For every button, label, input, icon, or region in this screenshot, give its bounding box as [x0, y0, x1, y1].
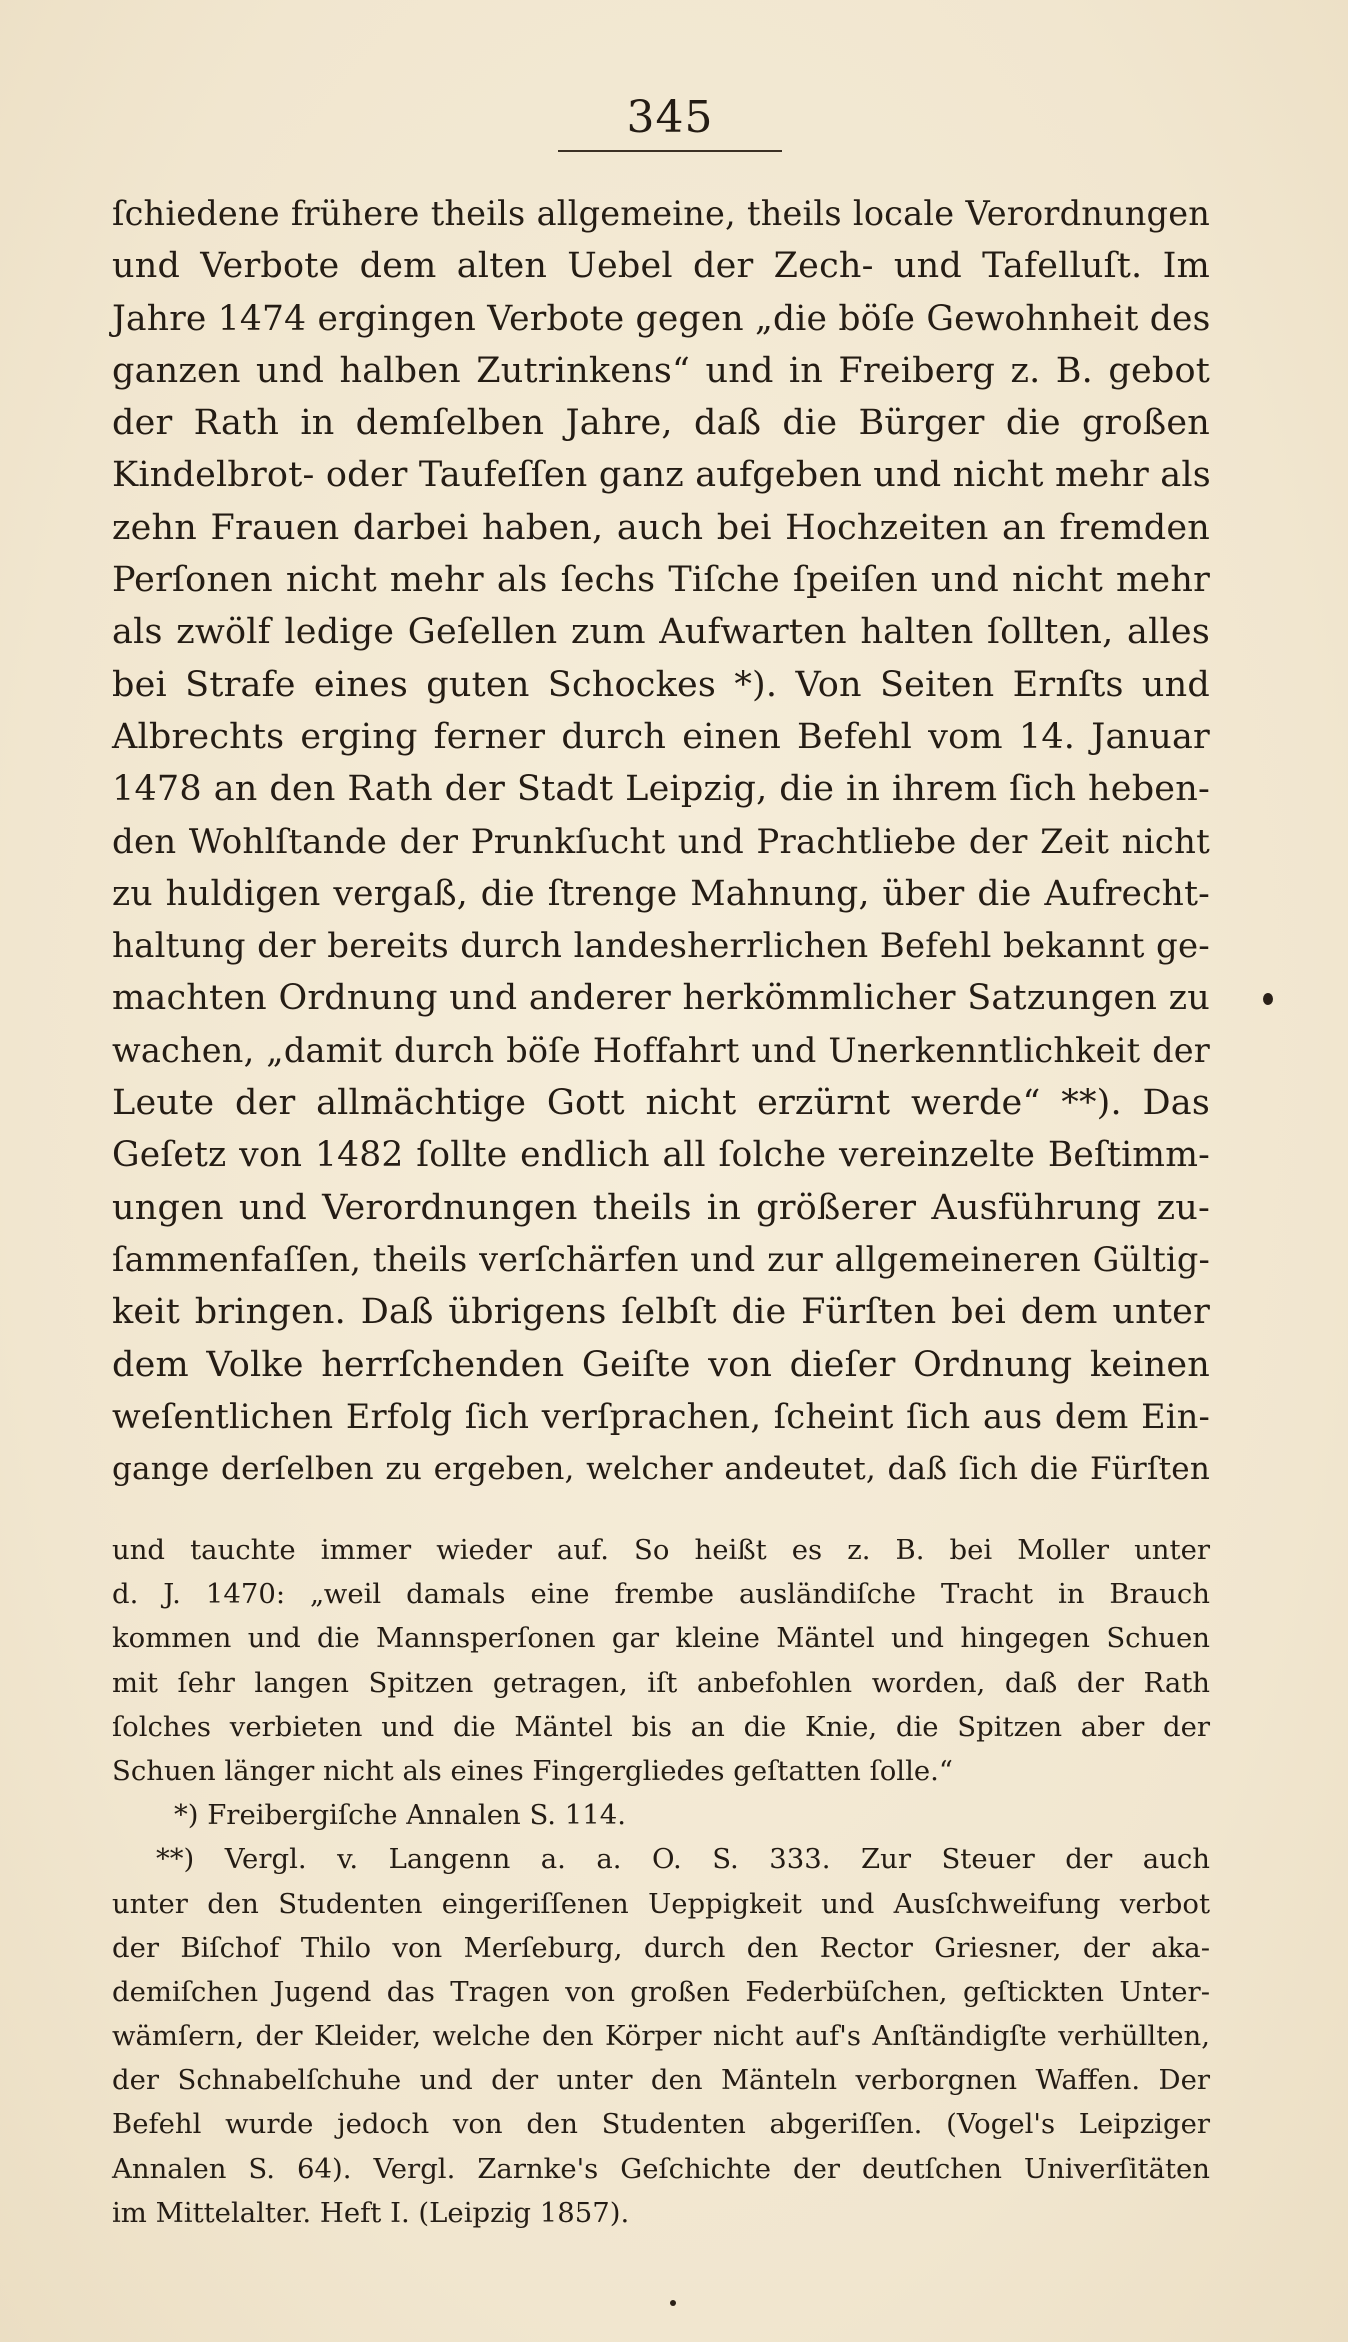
text-line: Leute der allmächtige Gott nicht erzürnt werde“ **). Das: [112, 1083, 1210, 1124]
text-line: machten Ordnung und anderer herkömmlicher Satzungen zu: [112, 978, 1210, 1019]
text-line: und Verbote dem alten Uebel der Zech- und Tafelluſt. Im: [112, 246, 1210, 287]
footnote-star: *) Freibergiſche Annalen S. 114.: [174, 1799, 627, 1832]
text-line: ſammenfaſſen, theils verſchärfen und zur allgemeineren Gültig-: [112, 1239, 1210, 1279]
header-rule: [558, 150, 782, 152]
footnote-line: der Schnabelſchuhe und der unter den Mänteln verborgnen Waffen. Der: [112, 2064, 1210, 2097]
footnote-line: demiſchen Jugend das Tragen von großen Federbüſchen, geſtickten Unter-: [112, 1975, 1210, 2008]
text-line: keit bringen. Daß übrigens ſelbſt die Fürſten bei dem unter: [112, 1292, 1210, 1333]
text-line: als zwölf ledige Geſellen zum Aufwarten halten ſollten, alles: [112, 612, 1210, 653]
text-line: den Wohlſtande der Prunkſucht und Prachtliebe der Zeit nicht: [112, 821, 1210, 862]
text-line: haltung der bereits durch landesherrlichen Befehl bekannt ge-: [112, 926, 1210, 967]
footnotes: [112, 1528, 1210, 2235]
footnote-line: im Mittelalter. Heft I. (Leipzig 1857).: [112, 2196, 630, 2229]
text-line: Albrechts erging ferner durch einen Befehl vom 14. Januar: [112, 716, 1210, 757]
text-line: 1478 an den Rath der Stadt Leipzig, die in ihrem ſich heben-: [112, 769, 1210, 810]
text-line: Geſetz von 1482 ſollte endlich all ſolche vereinzelte Beſtimm-: [112, 1135, 1210, 1176]
footnote-double-star: **) Vergl. v. Langenn a. a. O. S. 333. Zur Steuer der auch: [156, 1843, 1210, 1876]
footnote-line: der Biſchof Thilo von Merſeburg, durch den Rector Griesner, der aka-: [112, 1931, 1210, 1964]
footnote-line: Annalen S. 64). Vergl. Zarnke's Geſchichte der deutſchen Univerſitäten: [112, 2152, 1210, 2185]
text-line: dem Volke herrſchenden Geiſte von dieſer Ordnung keinen: [112, 1344, 1210, 1385]
footnote-line: und tauchte immer wieder auf. So heißt es z. B. bei Moller unter: [112, 1534, 1210, 1566]
text-line: der Rath in demſelben Jahre, daß die Bürger die großen: [112, 403, 1210, 444]
footnote-line: wämſern, der Kleider, welche den Körper nicht auf's Anſtändigſte verhüllten,: [112, 2020, 1210, 2053]
text-line: ſchiedene frühere theils allgemeine, theils locale Verordnungen: [112, 194, 1210, 233]
text-line: ganzen und halben Zutrinkens“ und in Freiberg z. B. gebot: [112, 350, 1210, 391]
text-line: gange derſelben zu ergeben, welcher andeutet, daß ſich die Fürſten: [112, 1451, 1210, 1488]
footnote-line: unter den Studenten eingeriſſenen Ueppigkeit und Ausſchweifung verbot: [112, 1887, 1210, 1920]
footnote-line: d. J. 1470: „weil damals eine frembe ausländiſche Tracht in Brauch: [112, 1578, 1210, 1611]
footnote-line: Schuen länger nicht als eines Fingergliedes geſtatten ſolle.“: [112, 1754, 953, 1787]
text-line: Perſonen nicht mehr als ſechs Tiſche ſpeiſen und nicht mehr: [112, 560, 1210, 601]
text-line: wachen, „damit durch böſe Hoffahrt und Unerkenntlichkeit der: [112, 1030, 1210, 1070]
text-line: weſentlichen Erfolg ſich verſprachen, ſcheint ſich aus dem Ein-: [112, 1396, 1210, 1436]
page-number: 345: [626, 92, 714, 143]
footnote-line: kommen und die Mannsperſonen gar kleine Mäntel und hingegen Schuen: [112, 1622, 1210, 1655]
text-line: bei Strafe eines guten Schockes *). Von Seiten Ernſts und: [112, 664, 1210, 705]
text-line: ungen und Verordnungen theils in größerer Ausführung zu-: [112, 1187, 1210, 1228]
main-text: [112, 188, 1210, 1495]
text-line: Jahre 1474 ergingen Verbote gegen „die böſe Gewohnheit des: [112, 298, 1211, 339]
footnote-line: mit ſehr langen Spitzen getragen, iſt anbefohlen worden, daß der Rath: [112, 1666, 1210, 1699]
footnote-line: ſolches verbieten und die Mäntel bis an die Knie, die Spitzen aber der: [112, 1710, 1210, 1743]
ink-speck: [1263, 993, 1273, 1005]
footnote-line: Befehl wurde jedoch von den Studenten abgeriſſen. (Vogel's Leipziger: [112, 2108, 1210, 2141]
text-line: Kindelbrot- oder Taufeſſen ganz aufgeben und nicht mehr als: [112, 455, 1211, 496]
text-line: zehn Frauen darbei haben, auch bei Hochzeiten an fremden: [112, 507, 1210, 548]
text-line: zu huldigen vergaß, die ſtrenge Mahnung, über die Aufrecht-: [112, 873, 1210, 914]
ink-speck: [670, 2300, 676, 2306]
